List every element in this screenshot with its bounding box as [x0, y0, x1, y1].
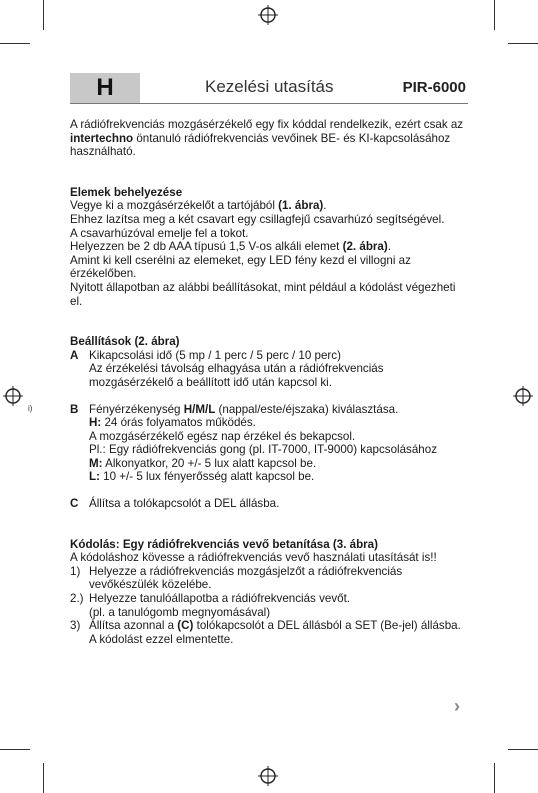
registration-mark-left: [3, 386, 23, 406]
registration-mark-top: [258, 5, 278, 25]
batteries-section: [70, 186, 470, 308]
coding-section: [70, 538, 470, 647]
setting-a: A Kikapcsolási idő (5 mp / 1 perc / 5 perc / 10 perc) Az érzékelési távolság elhagyása után a rádiófrekvenciás mozgásérzékelő a beállított idő után kapcsol ki.: [70, 348, 384, 389]
crop-mark: [508, 749, 538, 750]
edge-mark: i): [28, 404, 33, 413]
crop-mark: [43, 0, 44, 30]
crop-mark: [494, 763, 495, 793]
crop-mark: [0, 749, 30, 750]
setting-marker: C: [70, 497, 79, 511]
setting-marker: B: [70, 402, 79, 416]
next-page-chevron-icon[interactable]: ›: [454, 696, 460, 716]
registration-mark-bottom: [258, 766, 278, 786]
coding-heading: Kódolás: Egy rádiófrekvenciás vevő betanítása (3. ábra): [70, 537, 378, 551]
coding-step: 1) Helyezze a rádiófrekvenciás mozgásjelzőt a rádiófrekvenciás vevőkészülék közelébe.: [70, 564, 403, 592]
coding-intro: A kódoláshoz kövesse a rádiófrekvenciás vevő használati utasítását is!!: [70, 551, 437, 565]
batteries-line: Vegye ki a mozgásérzékelőt a tartójából (1. ábra).: [70, 199, 327, 213]
brand-name: intertechno: [70, 131, 134, 145]
batteries-line: Amint ki kell cserélni az elemeket, egy LED fény kezd el villogni az érzékelőben.: [70, 253, 411, 281]
setting-c: C Állítsa a tolókapcsolót a DEL állásba.: [70, 497, 280, 511]
batteries-line: Helyezzen be 2 db AAA típusú 1,5 V-os alkáli elemet (2. ábra).: [70, 240, 391, 254]
coding-step: 2.) Helyezze tanulóállapotba a rádiófrekvenciás vevőt. (pl. a tanulógomb megnyomásával): [70, 592, 351, 619]
batteries-line: Nyitott állapotban az alábbi beállításokat, mint például a kódolást végezheti el.: [70, 280, 456, 308]
registration-mark-right: [513, 386, 533, 406]
document-title: Kezelési utasítás: [205, 77, 334, 96]
setting-b: B Fényérzékenység H/M/L (nappal/este/éjszaka) kiválasztása. H: 24 órás folyamatos működés. A mozgásérzékelő egész nap érzékel és bekapcsol. Pl.: Egy rádiófrekvenciás gong (pl. IT-7000, IT-9000) kapcsolásához M: Alkonyatkor, 20 +/- 5 lux alatt kapcsol be. L: 10 +/- 5 lux fényerősség alatt kapcsol be.: [70, 402, 437, 484]
crop-mark: [494, 0, 495, 30]
manual-content: [70, 118, 470, 646]
language-badge: H: [70, 73, 140, 103]
page-header: [70, 73, 468, 104]
crop-mark: [508, 43, 538, 44]
settings-section: [70, 335, 470, 511]
batteries-line: A csavarhúzóval emelje fel a tokot.: [70, 226, 249, 240]
model-number: PIR-6000: [402, 79, 466, 96]
batteries-line: Ehhez lazítsa meg a két csavart egy csillagfejű csavarhúzó segítségével.: [70, 212, 445, 226]
settings-heading: Beállítások (2. ábra): [70, 335, 180, 349]
intro-paragraph: A rádiófrekvenciás mozgásérzékelő egy fix kóddal rendelkezik, ezért csak az intertechno öntanuló rádiófrekvenciás vevőinek BE- és KI-kapcsolásához használható.: [70, 118, 464, 159]
coding-step: 3) Állítsa azonnal a (C) tolókapcsolót a DEL állásból a SET (Be-jel) állásba. A kódolást ezzel elmentette.: [70, 619, 461, 646]
setting-marker: A: [70, 348, 79, 362]
crop-mark: [43, 763, 44, 793]
batteries-heading: Elemek behelyezése: [70, 185, 183, 199]
crop-mark: [0, 43, 30, 44]
